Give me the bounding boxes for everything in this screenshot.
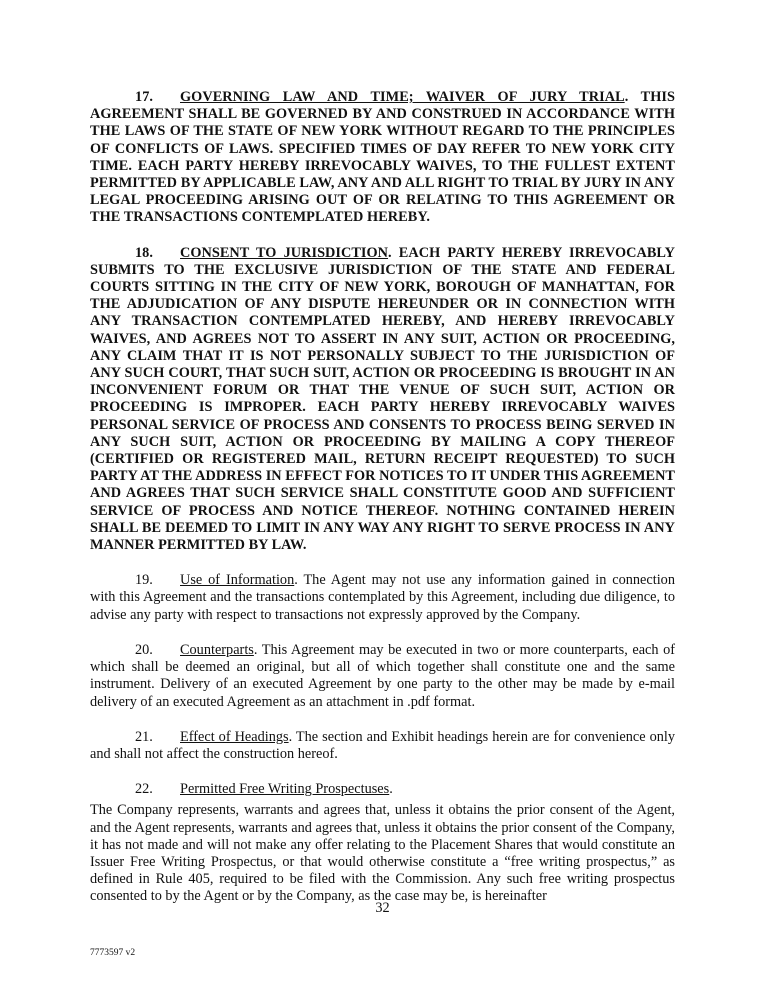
section-heading: CONSENT TO JURISDICTION <box>180 244 389 261</box>
section-17 <box>90 89 675 227</box>
section-body: . This Agreement may be executed in two or more counterparts, each of which shall be deemed an original, but all of which together shall constitute one and the same instrument. Delivery of an executed Agreement by one party to the other may be made by e-mail delivery of an executed Agreement as an attachment in .pdf format. <box>90 641 675 710</box>
section-body: . <box>389 781 393 798</box>
section-number: 18. <box>135 244 153 261</box>
section-heading: Use of Information <box>180 572 295 589</box>
section-19 <box>90 572 675 624</box>
section-heading: Effect of Headings <box>180 728 289 745</box>
section-number: 20. <box>135 641 153 658</box>
document-body <box>90 89 675 924</box>
section-number: 19. <box>135 572 153 589</box>
document-id: 7773597 v2 <box>90 948 136 958</box>
section-22-text: The Company represents, warrants and agrees that, unless it obtains the prior consent of the Agent, and the Agent represents, warrants and agrees that, unless it obtains the prior consent of the Company, it has not made and will not make any offer relating to the Placement Shares that would constitute an Issuer Free Writing Prospectus, or that would otherwise constitute a “free writing prospectus,” as defined in Rule 405, required to be filed with the Commission. Any such free writing prospectus consented to by the Agent or by the Company, as the case may be, is hereinafter <box>90 802 675 905</box>
section-body: . EACH PARTY HEREBY IRREVOCABLY SUBMITS TO THE EXCLUSIVE JURISDICTION OF THE STATE AND FEDERAL COURTS SITTING IN THE CITY OF NEW YORK, BOROUGH OF MANHATTAN, FOR THE ADJUDICATION OF ANY DISPUTE HEREUNDER OR IN CONNECTION WITH ANY TRANSACTION CONTEMPLATED HEREBY, AND HEREBY IRREVOCABLY WAIVES, AND AGREES NOT TO ASSERT IN ANY SUIT, ACTION OR PROCEEDING, ANY CLAIM THAT IT IS NOT PERSONALLY SUBJECT TO THE JURISDICTION OF ANY SUCH COURT, THAT SUCH SUIT, ACTION OR PROCEEDING IS BROUGHT IN AN INCONVENIENT FORUM OR THAT THE VENUE OF SUCH SUIT, ACTION OR PROCEEDING IS IMPROPER. EACH PARTY HEREBY IRREVOCABLY WAIVES PERSONAL SERVICE OF PROCESS AND CONSENTS TO PROCESS BEING SERVED IN ANY SUCH SUIT, ACTION OR PROCEEDING BY MAILING A COPY THEREOF (CERTIFIED OR REGISTERED MAIL, RETURN RECEIPT REQUESTED) TO SUCH PARTY AT THE ADDRESS IN EFFECT FOR NOTICES TO IT UNDER THIS AGREEMENT AND AGREES THAT SUCH SERVICE SHALL CONSTITUTE GOOD AND SUFFICIENT SERVICE OF PROCESS AND NOTICE THEREOF. NOTHING CONTAINED HEREIN SHALL BE DEEMED TO LIMIT IN ANY WAY ANY RIGHT TO SERVE PROCESS IN ANY MANNER PERMITTED BY LAW. <box>90 244 675 554</box>
section-body: . THIS AGREEMENT SHALL BE GOVERNED BY AND CONSTRUED IN ACCORDANCE WITH THE LAWS OF THE STATE OF NEW YORK WITHOUT REGARD TO THE PRINCIPLES OF CONFLICTS OF LAWS. SPECIFIED TIMES OF DAY REFER TO NEW YORK CITY TIME. EACH PARTY HEREBY IRREVOCABLY WAIVES, TO THE FULLEST EXTENT PERMITTED BY APPLICABLE LAW, ANY AND ALL RIGHT TO TRIAL BY JURY IN ANY LEGAL PROCEEDING ARISING OUT OF OR RELATING TO THIS AGREEMENT OR THE TRANSACTIONS CONTEMPLATED HEREBY. <box>90 89 675 226</box>
section-heading: GOVERNING LAW AND TIME; WAIVER OF JURY TRIAL <box>180 89 625 105</box>
section-number: 17. <box>135 89 154 105</box>
section-18 <box>90 245 675 555</box>
section-heading: Counterparts <box>180 641 254 658</box>
section-number: 21. <box>135 728 153 745</box>
section-heading: Permitted Free Writing Prospectuses <box>180 781 390 798</box>
section-22 <box>90 781 675 798</box>
section-body: . The Agent may not use any information gained in connection with this Agreement and the transactions contemplated by this Agreement, including due diligence, to advise any party with respect to transactions not expressly approved by the Company. <box>90 572 675 623</box>
section-21 <box>90 729 675 763</box>
section-number: 22. <box>135 781 153 798</box>
page-number: 32 <box>375 900 390 916</box>
section-20 <box>90 642 675 711</box>
section-body: . The section and Exhibit headings herein are for convenience only and shall not affect the construction hereof. <box>90 728 675 762</box>
